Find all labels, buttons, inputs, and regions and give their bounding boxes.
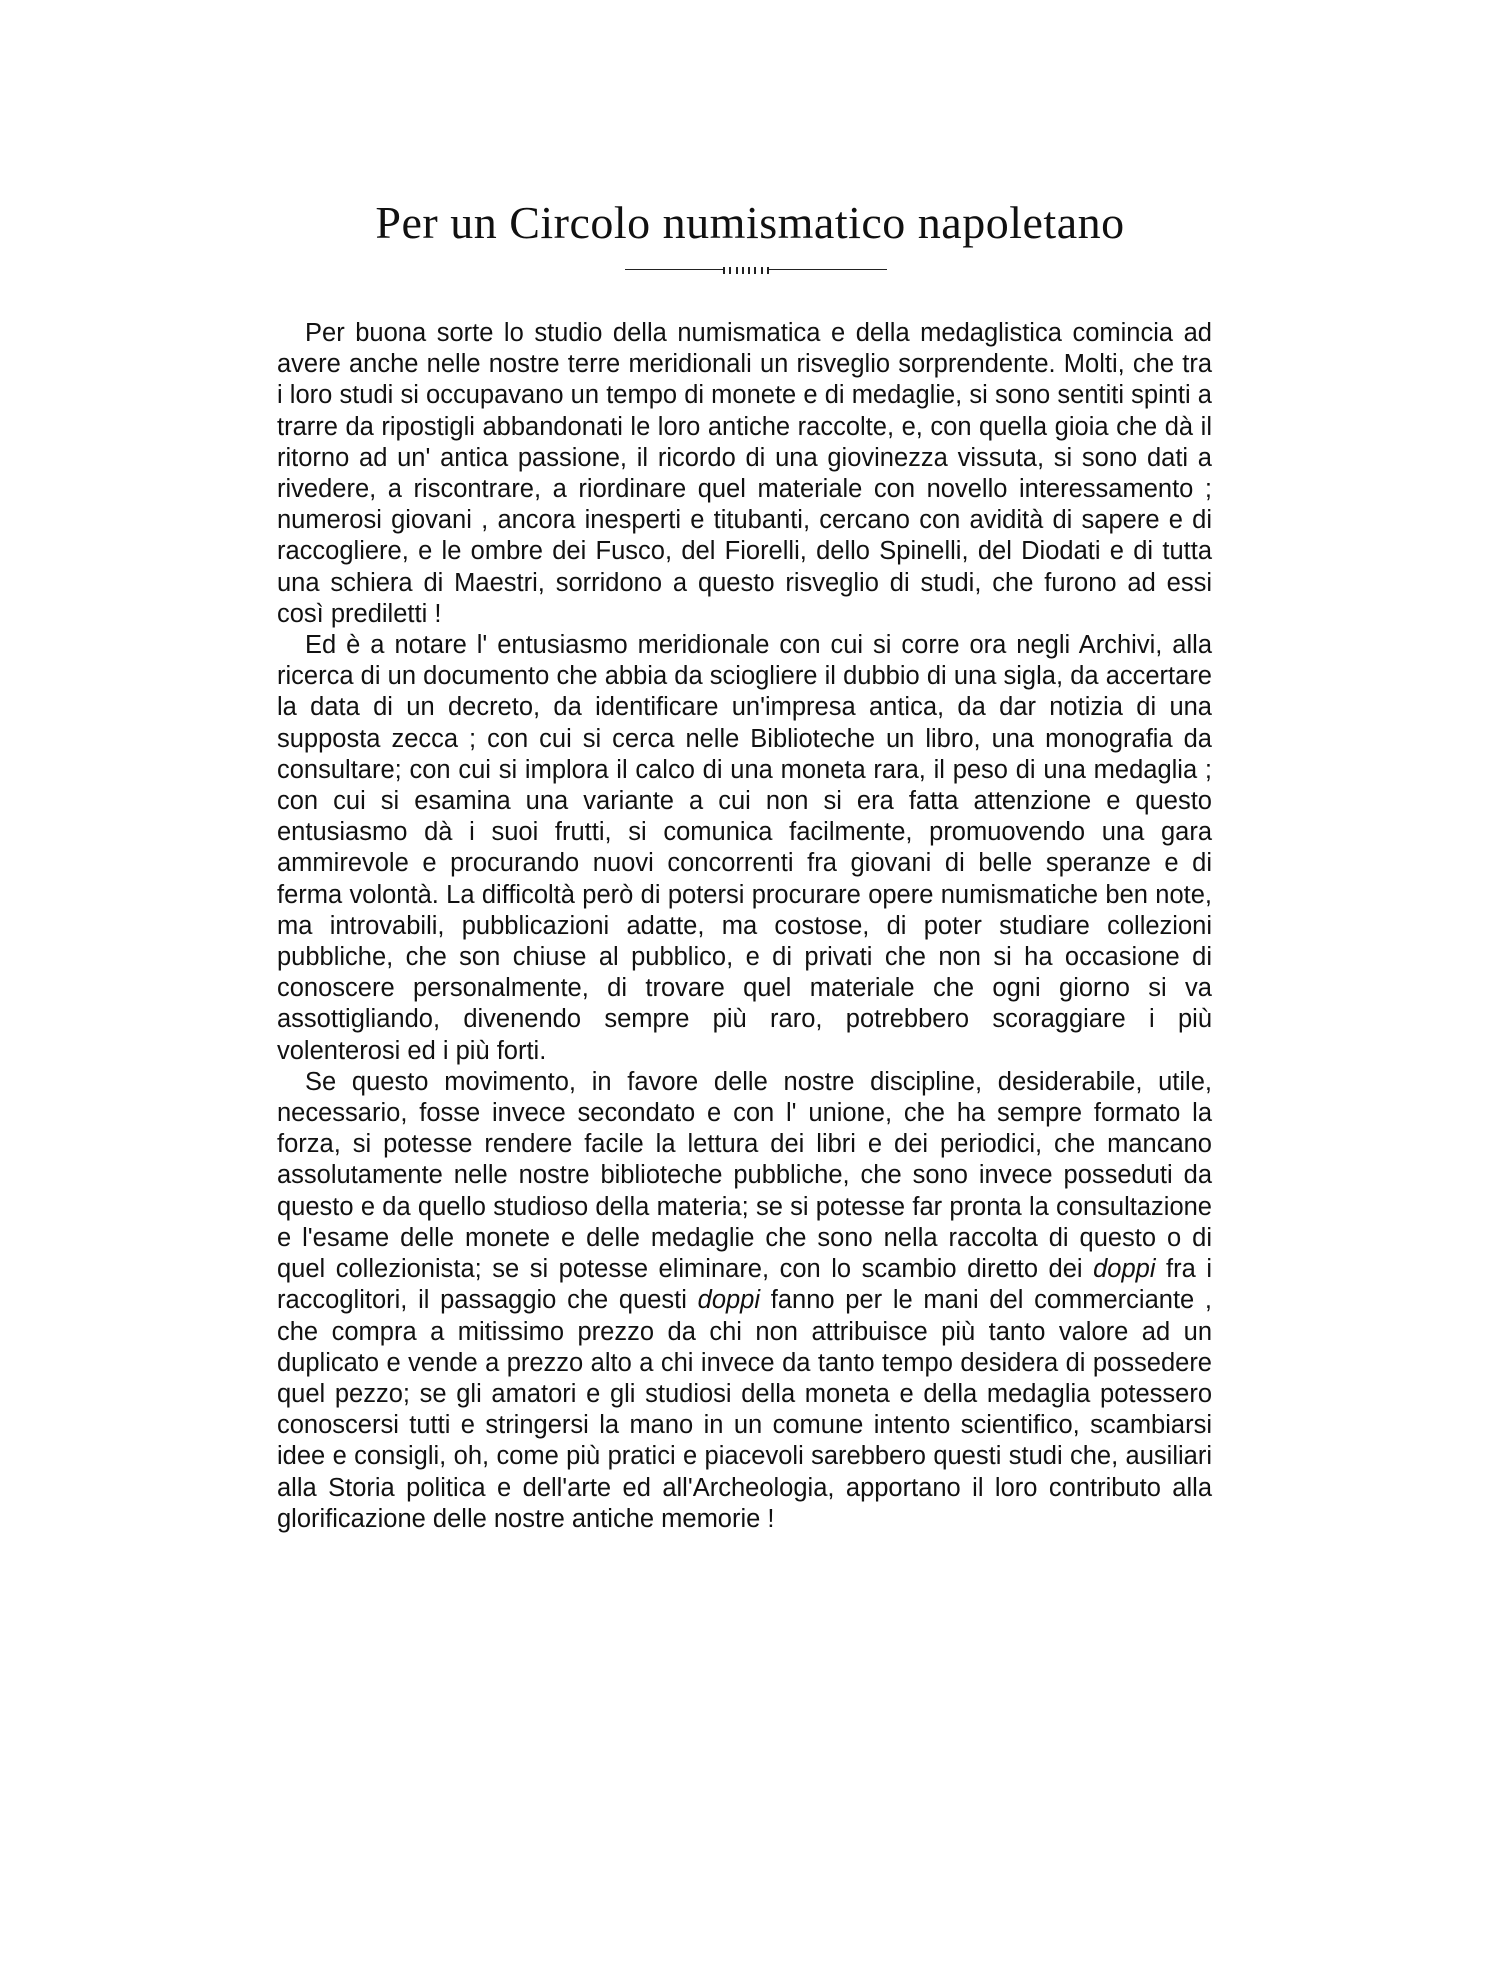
paragraph-2: Ed è a notare l' entusiasmo meridionale con cui si corre ora negli Archivi, alla ricerca di un documento che abbia da sciogliere il dubbio di una sigla, da accertare la data di un decreto, da identificare un'impresa antica, da dar notizia di una supposta zecca ; con cui si cerca nelle Biblioteche un libro, una monografia da consultare; con cui si implora il calco di una moneta rara, il peso di una medaglia ; con cui si esamina una variante a cui non si era fatta attenzione e questo entusiasmo dà i suoi frutti, si comunica facilmente, promuovendo una gara ammirevole e procurando nuovi concorrenti fra giovani di belle speranze e di ferma volontà. La difficoltà però di potersi procurare opere numismatiche ben note, ma introvabili, pubblicazioni adatte, ma costose, di poter studiare collezioni pubbliche, che son chiuse al pubblico, e di privati che non si ha occasione di conoscere personalmente, di trovare quel materiale che ogni giorno si va assottigliando, divenendo sempre più raro, potrebbero scoraggiare i più volenterosi ed i più forti. bbox=[277, 631, 1212, 1065]
paragraph-3 bbox=[277, 1067, 1212, 1535]
article-body bbox=[277, 318, 1212, 1535]
paragraph-3-part-3: fanno per le mani del commerciante , che compra a mitissimo prezzo da chi non attribuisce più tanto valore ad un duplicato e vende a prezzo alto a chi invece da tanto tempo desidera di possedere quel pezzo; se gli amatori e gli studiosi della moneta e della medaglia potessero conoscersi tutti e stringersi la mano in un comune intento scientifico, scambiarsi idee e consigli, oh, come più pratici e piacevoli sarebbero questi studi che, ausiliari alla Storia politica e dell'arte ed all'Archeologia, apportano il loro contributo alla glorificazione delle nostre antiche memorie ! bbox=[277, 1286, 1212, 1533]
ornament-rule-left bbox=[625, 269, 723, 270]
italic-word-doppi: doppi bbox=[697, 1286, 761, 1315]
paragraph-3-part-1: Se questo movimento, in favore delle nostre discipline, desiderabile, utile, necessario, fosse invece secondato e con l' unione, che ha sempre formato la forza, si potesse rendere facile la lettura dei libri e dei periodici, che mancano assolutamente nelle nostre biblioteche pubbliche, che sono invece posseduti da questo e da quello studioso della materia; se si potesse far pronta la consultazione e l'esame delle monete e delle medaglie che sono nella raccolta di questo o di quel collezionista; se si potesse eliminare, con lo scambio diretto dei bbox=[277, 1067, 1212, 1284]
ornament-dots bbox=[723, 264, 769, 276]
article-title: Per un Circolo numismatico napoletano bbox=[375, 197, 1125, 248]
paragraph-3-part-2: fra i raccoglitori, il passaggio che questi bbox=[277, 1255, 1212, 1315]
title-ornament-divider bbox=[625, 264, 887, 276]
ornament-rule-right bbox=[769, 269, 887, 270]
paragraph-1: Per buona sorte lo studio della numismatica e della medaglistica comincia ad avere anche nelle nostre terre meridionali un risveglio sorprendente. Molti, che tra i loro studi si occupavano un tempo di monete e di medaglie, si sono sentiti spinti a trarre da ripostigli abbandonati le loro antiche raccolte, e, con quella gioia che dà il ritorno ad un' antica passione, il ricordo di una giovinezza vissuta, si sono dati a rivedere, a riscontrare, a riordinare quel materiale con novello interessamento ; numerosi giovani , ancora inesperti e titubanti, cercano con avidità di sapere e di raccogliere, e le ombre dei Fusco, del Fiorelli, dello Spinelli, del Diodati e di tutta una schiera di Maestri, sorridono a questo risveglio di studi, che furono ad essi così prediletti ! bbox=[277, 319, 1212, 628]
italic-word-doppi: doppi bbox=[1093, 1255, 1156, 1284]
